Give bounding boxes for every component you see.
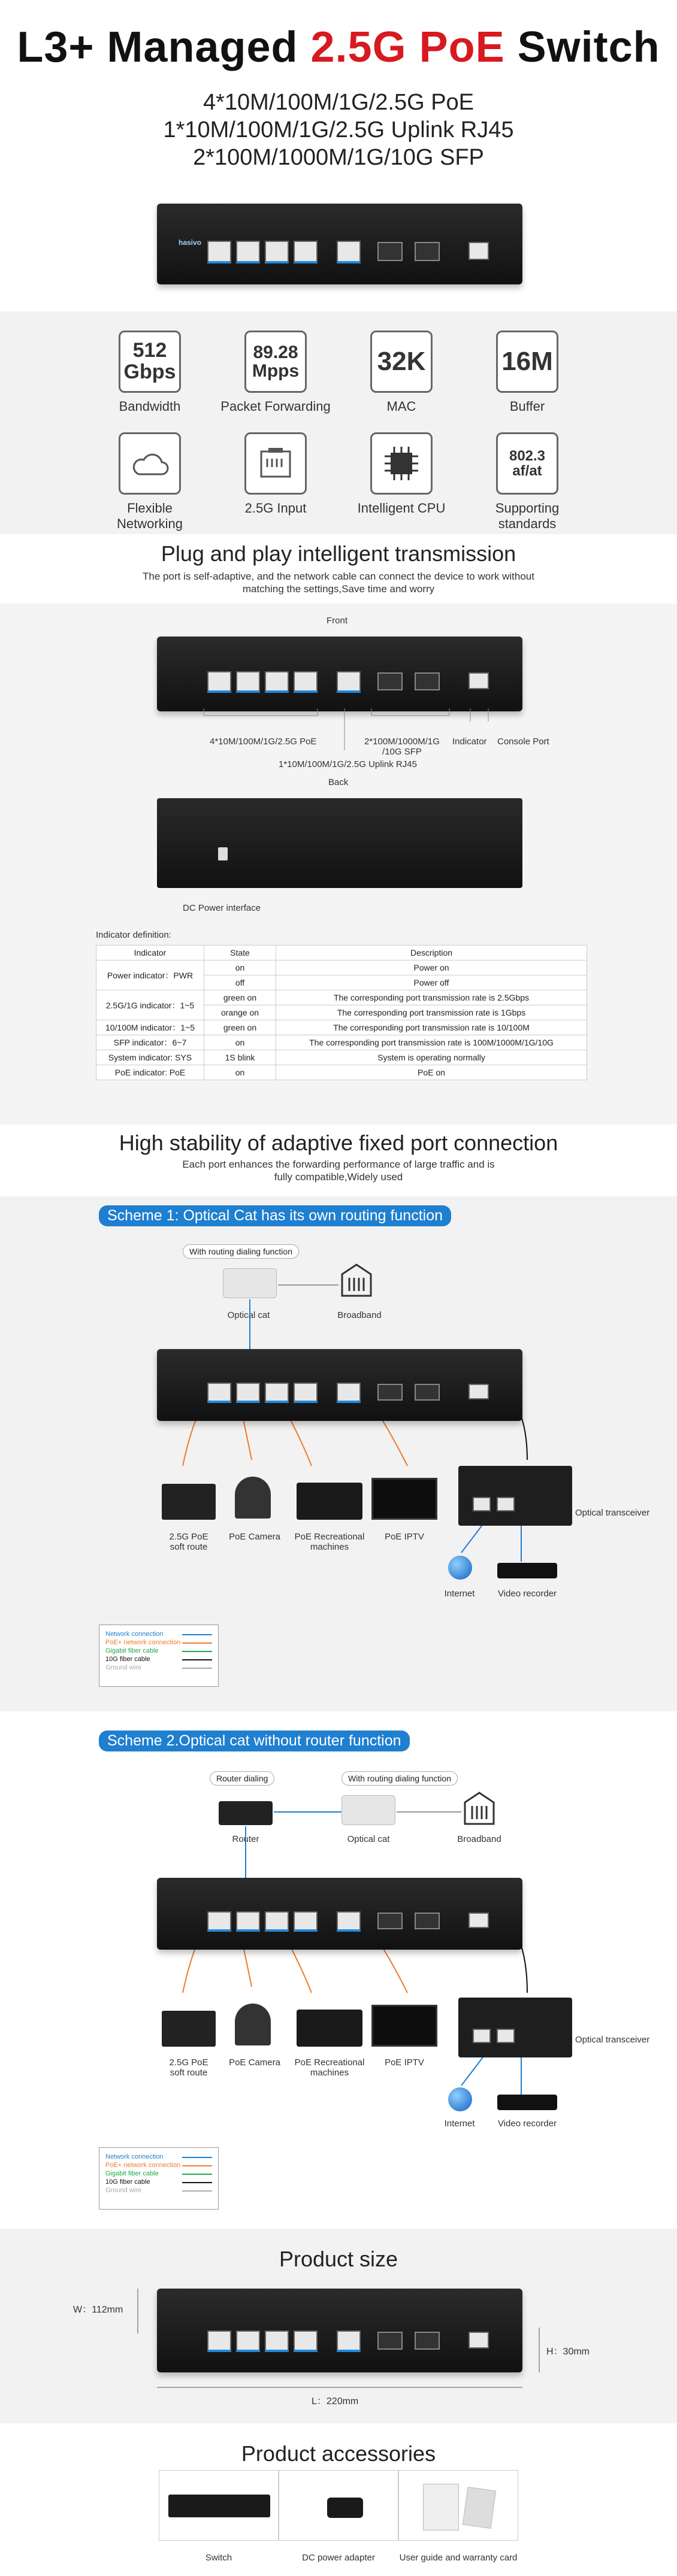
title-part-red: 2.5G PoE xyxy=(310,23,505,71)
console-port xyxy=(469,242,489,260)
table-row: 10/100M indicator：1~5 green on The corresponding port transmission rate is 10/100M xyxy=(96,1020,587,1035)
soft-route-2-label: 2.5G PoE soft route xyxy=(169,2057,208,2078)
stability-sub-1: Each port enhances the forwarding performance of large traffic and is xyxy=(182,1159,495,1170)
iptv-2-image xyxy=(371,2005,437,2047)
transceiver-2-image xyxy=(458,1998,572,2057)
accessory-adapter-image xyxy=(327,2498,363,2518)
trans-port-2 xyxy=(497,1497,515,1511)
brand-logo: hasivo xyxy=(179,238,202,247)
plug-sub-1: The port is self-adaptive, and the network cable can connect the device to work without xyxy=(143,571,534,582)
features-section xyxy=(0,311,677,534)
video-recorder-2-label: Video recorder xyxy=(497,2119,557,2129)
legend-item: Network connection xyxy=(105,2153,212,2161)
scheme-1-pill: Scheme 1: Optical Cat has its own routing function xyxy=(99,1205,451,1226)
broadband-label: Broadband xyxy=(337,1310,382,1320)
label-indicator: Indicator xyxy=(452,737,487,747)
router-label: Router xyxy=(232,1834,259,1844)
table-row: off Power off xyxy=(96,975,587,990)
sfp-port-2 xyxy=(415,242,440,261)
accessory-guide-image xyxy=(423,2484,459,2530)
scheme-1-legend xyxy=(99,1625,219,1687)
transceiver-2-label: Optical transceiver xyxy=(575,2035,650,2045)
feature-buffer: 16M Buffer xyxy=(470,331,584,414)
accessory-switch-label: Switch xyxy=(205,2553,232,2563)
uplink-port xyxy=(337,241,361,263)
scheme-1-switch xyxy=(157,1349,522,1421)
scheme-2-section xyxy=(0,1711,677,2229)
hero-title xyxy=(0,23,677,72)
height-label: H：30mm xyxy=(546,2347,590,2357)
legend-item: Ground wire xyxy=(105,2186,212,2195)
label-uplink: 1*10M/100M/1G/2.5G Uplink RJ45 xyxy=(279,759,417,769)
spec-line-3: 2*100M/1000M/1G/10G SFP xyxy=(193,145,484,170)
optical-cat-label: Optical cat xyxy=(227,1310,270,1320)
scheme-2-switch xyxy=(157,1878,522,1950)
ethernet-port-icon xyxy=(244,432,307,495)
routing-dialing-bubble: With routing dialing function xyxy=(341,1771,458,1786)
transceiver-label: Optical transceiver xyxy=(575,1508,650,1518)
camera-image xyxy=(235,1477,271,1519)
table-row: SFP indicator：6~7 on The corresponding port transmission rate is 100M/1000M/1G/10G xyxy=(96,1035,587,1050)
dc-power-label: DC Power interface xyxy=(183,903,261,913)
accessory-switch-image xyxy=(168,2495,270,2517)
camera-label: PoE Camera xyxy=(229,1532,280,1542)
product-size-section xyxy=(0,2229,677,2423)
legend-item: Network connection xyxy=(105,1630,212,1638)
camera-2-label: PoE Camera xyxy=(229,2057,280,2068)
s1-console xyxy=(469,1384,489,1399)
internet-globe-2-icon xyxy=(448,2087,472,2111)
s1-port-5 xyxy=(337,1383,361,1403)
soft-route-image xyxy=(162,1484,216,1520)
s1-port-3 xyxy=(265,1383,289,1403)
feature-standards: 802.3 af/at Supporting standards xyxy=(470,432,584,532)
title-part-b: Switch xyxy=(517,23,660,71)
s2-port-5 xyxy=(337,1911,361,1932)
broadband-2-label: Broadband xyxy=(457,1834,501,1844)
s2-sfp-1 xyxy=(377,1913,403,1929)
soft-route-2-image xyxy=(162,2011,216,2047)
scheme-2-legend xyxy=(99,2147,219,2210)
label-poe-ports: 4*10M/100M/1G/2.5G PoE xyxy=(210,737,317,747)
title-part-a: L3+ Managed xyxy=(17,23,298,71)
feature-networking: Flexible Networking xyxy=(93,432,207,532)
feature-mac: 32K MAC xyxy=(344,331,458,414)
table-row: Power indicator：PWR on Power on xyxy=(96,960,587,975)
spec-line-1: 4*10M/100M/1G/2.5G PoE xyxy=(203,90,474,115)
feature-bandwidth: 512 Gbps Bandwidth xyxy=(93,331,207,414)
dc-power-jack xyxy=(218,847,228,860)
scheme-1-section xyxy=(0,1196,677,1711)
video-recorder-2-image xyxy=(497,2095,557,2110)
game-machine-image xyxy=(297,1483,362,1520)
plug-title: Plug and play intelligent transmission xyxy=(161,541,516,566)
table-row: PoE indicator: PoE on PoE on xyxy=(96,1065,587,1080)
s1-port-2 xyxy=(236,1383,260,1403)
accessory-guide-box xyxy=(398,2470,518,2541)
accessory-adapter-label: DC power adapter xyxy=(302,2553,375,2563)
poe-port-1 xyxy=(207,241,231,263)
callout-lines xyxy=(0,604,677,783)
iptv-label: PoE IPTV xyxy=(385,1532,424,1542)
feature-25g-input: 2.5G Input xyxy=(219,432,333,516)
iptv-2-label: PoE IPTV xyxy=(385,2057,424,2068)
s1-port-4 xyxy=(294,1383,318,1403)
cpu-chip-icon xyxy=(370,432,433,495)
game-machine-2-label: PoE Recreational machines xyxy=(294,2057,365,2078)
internet-globe-icon xyxy=(448,1556,472,1580)
accessories-section xyxy=(0,2423,677,2576)
back-switch-image xyxy=(157,798,522,888)
back-label: Back xyxy=(328,777,349,787)
legend-item: PoE+ network connection xyxy=(105,2161,212,2169)
legend-item: PoE+ network connection xyxy=(105,1638,212,1647)
plug-section xyxy=(0,534,677,604)
poe-port-3 xyxy=(265,241,289,263)
plug-sub-2: matching the settings,Save time and worry xyxy=(242,583,435,595)
table-row: System indicator: SYS 1S blink System is operating normally xyxy=(96,1050,587,1065)
s2-port-1 xyxy=(207,1911,231,1932)
hero-section xyxy=(0,0,677,311)
internet-label: Internet xyxy=(444,1589,475,1599)
feature-packet-forwarding: 89.28 Mpps Packet Forwarding xyxy=(219,331,333,414)
feature-cpu: Intelligent CPU xyxy=(344,432,458,516)
cloud-icon xyxy=(119,432,181,495)
length-label: L：220mm xyxy=(312,2396,359,2407)
s2-sfp-2 xyxy=(415,1913,440,1929)
optical-cat-2-label: Optical cat xyxy=(347,1834,390,1844)
table-header: Indicator State Description xyxy=(96,945,587,960)
legend-item: 10G fiber cable xyxy=(105,2178,212,2186)
s2-port-2 xyxy=(236,1911,260,1932)
transceiver-image xyxy=(458,1466,572,1526)
width-label: W：112mm xyxy=(73,2305,123,2315)
table-row: orange on The corresponding port transmission rate is 1Gbps xyxy=(96,1005,587,1020)
accessory-adapter-box xyxy=(279,2470,398,2541)
s2-port-4 xyxy=(294,1911,318,1932)
sfp-port-1 xyxy=(377,242,403,261)
size-title: Product size xyxy=(279,2247,398,2271)
scheme-2-pill: Scheme 2.Optical cat without router function xyxy=(99,1731,410,1751)
poe-port-2 xyxy=(236,241,260,263)
s2-console xyxy=(469,1913,489,1928)
accessory-switch-box xyxy=(159,2470,279,2541)
soft-route-label: 2.5G PoE soft route xyxy=(169,1532,208,1552)
s1-sfp-2 xyxy=(415,1384,440,1401)
internet-2-label: Internet xyxy=(444,2119,475,2129)
legend-item: Ground wire xyxy=(105,1663,212,1672)
front-back-section xyxy=(0,604,677,1125)
switch-image xyxy=(157,204,522,284)
trans2-port-2 xyxy=(497,2029,515,2043)
game-machine-label: PoE Recreational machines xyxy=(294,1532,365,1552)
indicator-table xyxy=(96,945,587,1080)
routing-bubble: With routing dialing function xyxy=(183,1244,299,1259)
legend-item: Gigabit fiber cable xyxy=(105,2169,212,2178)
label-console-port: Console Port xyxy=(497,737,549,747)
front-label: Front xyxy=(327,616,348,626)
poe-port-4 xyxy=(294,241,318,263)
game-machine-2-image xyxy=(297,2010,362,2047)
s1-sfp-1 xyxy=(377,1384,403,1401)
camera-2-image xyxy=(235,2004,271,2045)
accessory-guide-label: User guide and warranty card xyxy=(399,2553,518,2563)
indicator-definition-label: Indicator definition: xyxy=(96,930,171,940)
video-recorder-image xyxy=(497,1563,557,1578)
label-sfp-ports: 2*100M/1000M/1G /10G SFP xyxy=(364,737,440,757)
stability-title: High stability of adaptive fixed port connection xyxy=(119,1131,558,1155)
s1-port-1 xyxy=(207,1383,231,1403)
video-recorder-label: Video recorder xyxy=(497,1589,557,1599)
accessory-warranty-image xyxy=(463,2487,496,2529)
trans2-port-1 xyxy=(473,2029,491,2043)
stability-section xyxy=(0,1125,677,1196)
router-dialing-bubble: Router dialing xyxy=(210,1771,274,1786)
legend-item: 10G fiber cable xyxy=(105,1655,212,1663)
table-row: 2.5G/1G indicator：1~5 green on The corresponding port transmission rate is 2.5Gbps xyxy=(96,990,587,1005)
s2-port-3 xyxy=(265,1911,289,1932)
iptv-image xyxy=(371,1478,437,1520)
stability-sub-2: fully compatible,Widely used xyxy=(274,1171,403,1183)
accessories-title: Product accessories xyxy=(241,2441,436,2466)
spec-line-2: 1*10M/100M/1G/2.5G Uplink RJ45 xyxy=(163,117,514,143)
legend-item: Gigabit fiber cable xyxy=(105,1647,212,1655)
trans-port-1 xyxy=(473,1497,491,1511)
